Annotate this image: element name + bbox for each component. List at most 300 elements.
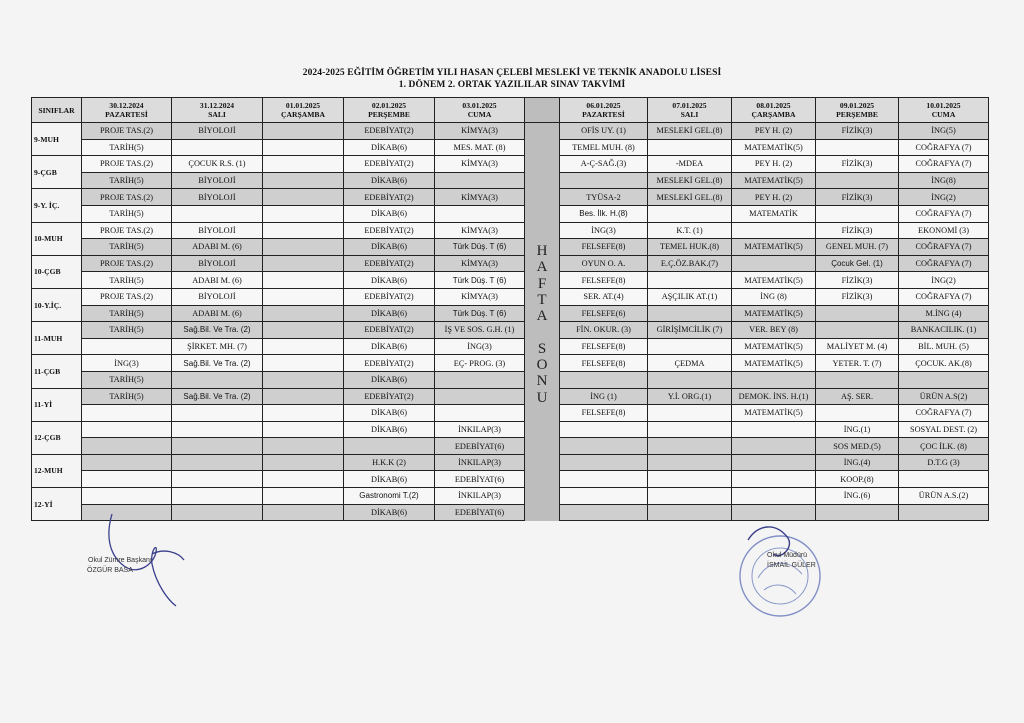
exam-cell: Çocuk Gel. (1): [816, 255, 899, 272]
exam-cell: [82, 488, 172, 505]
week-end-label: [525, 243, 559, 406]
exam-cell: Sağ.Bil. Ve Tra. (2): [172, 388, 263, 405]
exam-cell: MATEMATİK(5): [732, 338, 816, 355]
separator-letter: A: [536, 308, 548, 325]
exam-cell: [263, 438, 344, 455]
exam-cell: BİYOLOJİ: [172, 255, 263, 272]
exam-cell: [263, 338, 344, 355]
day-name: PERŞEMBE: [368, 110, 410, 119]
exam-cell: [732, 255, 816, 272]
exam-cell: İNKILAP(3): [435, 421, 525, 438]
exam-cell: [263, 272, 344, 289]
exam-cell: [435, 371, 525, 388]
exam-cell: [560, 438, 648, 455]
day-name: ÇARŞAMBA: [281, 110, 325, 119]
exam-cell: [172, 205, 263, 222]
day-date: 09.01.2025: [839, 101, 875, 110]
exam-cell: [899, 471, 989, 488]
exam-schedule-table: [31, 97, 989, 521]
header-separator: [525, 98, 560, 123]
exam-cell: [732, 454, 816, 471]
class-name-cell: 10-ÇGB: [32, 255, 82, 288]
exam-cell: [899, 371, 989, 388]
exam-cell: [82, 421, 172, 438]
exam-cell: COĞRAFYA (7): [899, 156, 989, 173]
exam-cell: DİKAB(6): [344, 338, 435, 355]
table-row: [32, 371, 989, 388]
exam-cell: İNG(3): [435, 338, 525, 355]
right-signature-role: Okul Müdürü: [767, 552, 808, 559]
exam-cell: ÇOCUK R.S. (1): [172, 156, 263, 173]
exam-cell: [263, 471, 344, 488]
exam-cell: EDEBİYAT(2): [344, 156, 435, 173]
exam-cell: M.İNG (4): [899, 305, 989, 322]
exam-cell: [648, 405, 732, 422]
exam-cell: ADABI M. (6): [172, 239, 263, 256]
exam-cell: PEY H. (2): [732, 123, 816, 140]
exam-cell: [816, 305, 899, 322]
exam-cell: İNG.(4): [816, 454, 899, 471]
exam-cell: EDEBİYAT(2): [344, 355, 435, 372]
exam-cell: İNG(5): [899, 123, 989, 140]
exam-cell: TARİH(5): [82, 371, 172, 388]
exam-cell: DİKAB(6): [344, 405, 435, 422]
exam-cell: [172, 488, 263, 505]
exam-cell: [344, 438, 435, 455]
exam-cell: MATEMATİK(5): [732, 305, 816, 322]
exam-cell: E.Ç.ÖZ.BAK.(7): [648, 255, 732, 272]
day-name: ÇARŞAMBA: [751, 110, 796, 119]
exam-cell: BİYOLOJİ: [172, 172, 263, 189]
exam-cell: MATEMATİK(5): [732, 139, 816, 156]
exam-cell: TARİH(5): [82, 305, 172, 322]
class-name-cell: 12-ÇGB: [32, 421, 82, 454]
exam-cell: İNG(8): [899, 172, 989, 189]
class-name-cell: 9-MUH: [32, 123, 82, 156]
exam-cell: [648, 504, 732, 521]
day-name: PERŞEMBE: [836, 110, 878, 119]
exam-cell: COĞRAFYA (7): [899, 405, 989, 422]
exam-cell: A-Ç-SAĞ.(3): [560, 156, 648, 173]
exam-cell: TEMEL HUK.(8): [648, 239, 732, 256]
exam-cell: [172, 421, 263, 438]
exam-cell: [648, 139, 732, 156]
exam-cell: ŞİRKET. MH. (7): [172, 338, 263, 355]
exam-cell: PROJE TAS.(2): [82, 222, 172, 239]
exam-cell: [648, 471, 732, 488]
exam-cell: İNKILAP(3): [435, 454, 525, 471]
exam-cell: [816, 405, 899, 422]
exam-cell: [732, 471, 816, 488]
separator-letter: A: [536, 259, 548, 276]
exam-cell: BİYOLOJİ: [172, 123, 263, 140]
exam-cell: DİKAB(6): [344, 504, 435, 521]
exam-cell: PEY H. (2): [732, 156, 816, 173]
header-day: [732, 98, 816, 123]
exam-cell: EDEBİYAT(2): [344, 189, 435, 206]
exam-cell: FİZİK(3): [816, 123, 899, 140]
class-name-cell: 10-MUH: [32, 222, 82, 255]
header-day: [263, 98, 344, 123]
exam-cell: TEMEL MUH. (8): [560, 139, 648, 156]
exam-cell: İNG (8): [732, 288, 816, 305]
exam-cell: [263, 288, 344, 305]
separator-letter: U: [536, 389, 548, 406]
separator-letter: F: [537, 275, 547, 292]
table-row: [32, 421, 989, 438]
exam-cell: İNG(3): [560, 222, 648, 239]
exam-cell: [263, 322, 344, 339]
exam-cell: TARİH(5): [82, 272, 172, 289]
exam-cell: [648, 338, 732, 355]
exam-cell: TARİH(5): [82, 205, 172, 222]
day-name: CUMA: [931, 110, 956, 119]
exam-cell: [263, 454, 344, 471]
separator-letter: [525, 324, 559, 340]
exam-cell: [816, 205, 899, 222]
separator-letter: S: [537, 340, 547, 357]
exam-cell: İNG(3): [82, 355, 172, 372]
exam-cell: [732, 371, 816, 388]
class-name-cell: 12-MUH: [32, 454, 82, 487]
exam-cell: [899, 504, 989, 521]
header-day: [899, 98, 989, 123]
exam-cell: FİZİK(3): [816, 189, 899, 206]
table-row: [32, 338, 989, 355]
exam-cell: MATEMATİK(5): [732, 355, 816, 372]
left-signature-role: Okul Zümre Başkanı: [88, 557, 152, 564]
exam-cell: Sağ.Bil. Ve Tra. (2): [172, 322, 263, 339]
exam-cell: FELSEFE(8): [560, 338, 648, 355]
exam-cell: [732, 421, 816, 438]
exam-cell: [82, 438, 172, 455]
header-day: [344, 98, 435, 123]
header-day: [82, 98, 172, 123]
exam-cell: İNG.(6): [816, 488, 899, 505]
exam-cell: KİMYA(3): [435, 156, 525, 173]
exam-cell: İNG (1): [560, 388, 648, 405]
exam-cell: ÇOC İLK. (8): [899, 438, 989, 455]
exam-cell: [263, 371, 344, 388]
exam-cell: H.K.K (2): [344, 454, 435, 471]
table-row: [32, 438, 989, 455]
exam-cell: [263, 239, 344, 256]
exam-cell: [435, 405, 525, 422]
day-name: CUMA: [467, 110, 492, 119]
exam-cell: [82, 405, 172, 422]
exam-cell: TARİH(5): [82, 172, 172, 189]
exam-cell: BİL. MUH. (5): [899, 338, 989, 355]
exam-cell: GİRİŞİMCİLİK (7): [648, 322, 732, 339]
day-date: 01.01.2025: [285, 101, 321, 110]
exam-cell: COĞRAFYA (7): [899, 288, 989, 305]
exam-cell: [172, 405, 263, 422]
exam-cell: [263, 388, 344, 405]
exam-cell: PROJE TAS.(2): [82, 288, 172, 305]
exam-cell: [82, 471, 172, 488]
exam-cell: [263, 405, 344, 422]
exam-cell: [263, 504, 344, 521]
table-row: [32, 388, 989, 405]
day-name: SALI: [680, 110, 699, 119]
class-name-cell: 9-ÇGB: [32, 156, 82, 189]
exam-cell: İNG(2): [899, 189, 989, 206]
exam-cell: EÇ- PROG. (3): [435, 355, 525, 372]
class-name-cell: 12-Yİ: [32, 488, 82, 521]
exam-cell: Sağ.Bil. Ve Tra. (2): [172, 355, 263, 372]
exam-cell: [816, 504, 899, 521]
exam-cell: [732, 222, 816, 239]
exam-cell: [648, 438, 732, 455]
exam-cell: Gastronomi T.(2): [344, 488, 435, 505]
exam-cell: DİKAB(6): [344, 305, 435, 322]
exam-cell: EDEBİYAT(2): [344, 255, 435, 272]
separator-letter: O: [536, 357, 548, 374]
exam-cell: BİYOLOJİ: [172, 288, 263, 305]
day-date: 31.12.2024: [199, 101, 235, 110]
exam-cell: COĞRAFYA (7): [899, 205, 989, 222]
exam-cell: [732, 438, 816, 455]
exam-cell: [263, 156, 344, 173]
day-date: 06.01.2025: [586, 101, 621, 110]
exam-cell: Türk Düş. T (6): [435, 272, 525, 289]
exam-cell: D.T.G (3): [899, 454, 989, 471]
exam-cell: [560, 421, 648, 438]
exam-cell: [82, 454, 172, 471]
exam-cell: [172, 371, 263, 388]
exam-cell: TARİH(5): [82, 239, 172, 256]
exam-cell: MESLEKİ GEL.(8): [648, 123, 732, 140]
exam-cell: FELSEFE(8): [560, 355, 648, 372]
table-row: [32, 255, 989, 272]
exam-cell: FİZİK(3): [816, 156, 899, 173]
exam-cell: AŞ. SER.: [816, 388, 899, 405]
exam-cell: [648, 454, 732, 471]
exam-cell: MATEMATİK(5): [732, 172, 816, 189]
exam-cell: ADABI M. (6): [172, 305, 263, 322]
table-header-row: [32, 98, 989, 123]
exam-cell: Bes. İlk. H.(8): [560, 205, 648, 222]
exam-cell: EDEBİYAT(2): [344, 288, 435, 305]
exam-cell: COĞRAFYA (7): [899, 255, 989, 272]
separator-letter: H: [536, 243, 548, 259]
exam-cell: FELSEFE(8): [560, 272, 648, 289]
exam-cell: İŞ VE SOS. G.H. (1): [435, 322, 525, 339]
exam-cell: MATEMATİK: [732, 205, 816, 222]
table-row: [32, 189, 989, 206]
table-row: [32, 305, 989, 322]
class-name-cell: 10-Y.İÇ.: [32, 288, 82, 321]
header-day: [648, 98, 732, 123]
exam-cell: [263, 255, 344, 272]
table-row: [32, 488, 989, 505]
exam-cell: COĞRAFYA (7): [899, 139, 989, 156]
exam-cell: ÜRÜN A.S.(2): [899, 488, 989, 505]
day-date: 10.01.2025: [926, 101, 961, 110]
exam-cell: ADABI M. (6): [172, 272, 263, 289]
table-row: [32, 405, 989, 422]
exam-cell: [560, 504, 648, 521]
day-date: 07.01.2025: [672, 101, 707, 110]
header-day: [560, 98, 648, 123]
exam-cell: [263, 205, 344, 222]
exam-cell: [816, 371, 899, 388]
exam-cell: [560, 371, 648, 388]
exam-cell: DEMOK. İNS. H.(1): [732, 388, 816, 405]
document-title: 2024-2025 EĞİTİM ÖĞRETİM YILI HASAN ÇELEBİ MESLEKİ VE TEKNİK ANADOLU LİSESİ: [302, 68, 722, 78]
exam-cell: [732, 504, 816, 521]
exam-cell: [435, 172, 525, 189]
class-name-cell: 11-Yİ: [32, 388, 82, 421]
exam-cell: EDEBİYAT(6): [435, 471, 525, 488]
header-day: [435, 98, 525, 123]
table-row: [32, 454, 989, 471]
left-signature-scribble: [104, 504, 194, 608]
header-classes: SINIFLAR: [32, 98, 82, 123]
exam-cell: MATEMATİK(5): [732, 239, 816, 256]
exam-cell: [648, 305, 732, 322]
exam-cell: [263, 172, 344, 189]
exam-cell: TARİH(5): [82, 322, 172, 339]
document-subtitle: 1. DÖNEM 2. ORTAK YAZILILAR SINAV TAKVİMİ: [398, 80, 626, 90]
exam-cell: [648, 205, 732, 222]
exam-cell: İNG(2): [899, 272, 989, 289]
exam-cell: KOOP.(8): [816, 471, 899, 488]
exam-cell: [263, 488, 344, 505]
class-name-cell: 11-MUH: [32, 322, 82, 355]
exam-cell: MES. MAT. (8): [435, 139, 525, 156]
exam-cell: SOSYAL DEST. (2): [899, 421, 989, 438]
exam-cell: SOS MED.(5): [816, 438, 899, 455]
exam-cell: Türk Düş. T (6): [435, 305, 525, 322]
exam-cell: K.T. (1): [648, 222, 732, 239]
exam-cell: EDEBİYAT(6): [435, 504, 525, 521]
exam-cell: [435, 205, 525, 222]
exam-cell: BİYOLOJİ: [172, 189, 263, 206]
exam-cell: FİZİK(3): [816, 222, 899, 239]
day-name: PAZARTESİ: [105, 110, 148, 119]
exam-cell: FELSEFE(8): [560, 405, 648, 422]
exam-cell: [172, 438, 263, 455]
exam-cell: MESLEKİ GEL.(8): [648, 189, 732, 206]
class-name-cell: 9-Y. İÇ.: [32, 189, 82, 222]
exam-cell: [560, 471, 648, 488]
exam-cell: AŞÇILIK AT.(1): [648, 288, 732, 305]
exam-cell: VER. BEY (8): [732, 322, 816, 339]
table-row: [32, 272, 989, 289]
exam-cell: ÇEDMA: [648, 355, 732, 372]
exam-cell: DİKAB(6): [344, 205, 435, 222]
exam-cell: İNG.(1): [816, 421, 899, 438]
exam-cell: [816, 172, 899, 189]
exam-cell: [560, 454, 648, 471]
exam-cell: KİMYA(3): [435, 255, 525, 272]
exam-cell: OFİS UY. (1): [560, 123, 648, 140]
exam-cell: [816, 139, 899, 156]
exam-cell: [732, 488, 816, 505]
table-row: [32, 322, 989, 339]
header-day: [172, 98, 263, 123]
exam-cell: YETER. T. (7): [816, 355, 899, 372]
exam-cell: ÇOCUK. AK.(8): [899, 355, 989, 372]
week-end-separator: [525, 123, 560, 521]
exam-cell: [560, 488, 648, 505]
exam-cell: Türk Düş. T (6): [435, 239, 525, 256]
exam-cell: DİKAB(6): [344, 272, 435, 289]
table-row: [32, 222, 989, 239]
exam-cell: PROJE TAS.(2): [82, 156, 172, 173]
table-row: [32, 205, 989, 222]
exam-cell: DİKAB(6): [344, 371, 435, 388]
exam-cell: BİYOLOJİ: [172, 222, 263, 239]
exam-cell: [816, 322, 899, 339]
exam-cell: [648, 421, 732, 438]
exam-cell: KİMYA(3): [435, 123, 525, 140]
right-signature-name: İSMAİL GÜLER: [767, 562, 816, 569]
exam-cell: [172, 471, 263, 488]
day-date: 03.01.2025: [462, 101, 497, 110]
exam-cell: FİZİK(3): [816, 288, 899, 305]
exam-cell: PEY H. (2): [732, 189, 816, 206]
exam-cell: EDEBİYAT(2): [344, 322, 435, 339]
table-row: [32, 156, 989, 173]
exam-cell: MESLEKİ GEL.(8): [648, 172, 732, 189]
exam-cell: -MDEA: [648, 156, 732, 173]
exam-cell: MATEMATİK(5): [732, 272, 816, 289]
exam-cell: EDEBİYAT(2): [344, 123, 435, 140]
exam-cell: [648, 272, 732, 289]
header-day: [816, 98, 899, 123]
exam-cell: PROJE TAS.(2): [82, 189, 172, 206]
exam-cell: DİKAB(6): [344, 139, 435, 156]
exam-cell: BANKACILIK. (1): [899, 322, 989, 339]
exam-cell: DİKAB(6): [344, 172, 435, 189]
exam-cell: DİKAB(6): [344, 471, 435, 488]
exam-cell: TYÜSA-2: [560, 189, 648, 206]
table-row: [32, 471, 989, 488]
exam-cell: [263, 355, 344, 372]
exam-cell: SER. AT.(4): [560, 288, 648, 305]
official-stamp: [718, 520, 848, 620]
exam-cell: MATEMATİK(5): [732, 405, 816, 422]
exam-cell: FİN. OKUR. (3): [560, 322, 648, 339]
exam-cell: EDEBİYAT(2): [344, 222, 435, 239]
exam-cell: KİMYA(3): [435, 288, 525, 305]
exam-cell: DİKAB(6): [344, 239, 435, 256]
separator-letter: T: [537, 291, 547, 308]
exam-cell: İNKILAP(3): [435, 488, 525, 505]
exam-cell: [82, 338, 172, 355]
table-row: [32, 288, 989, 305]
exam-cell: EDEBİYAT(6): [435, 438, 525, 455]
table-row: [32, 123, 989, 140]
table-row: [32, 172, 989, 189]
exam-cell: EKONOMİ (3): [899, 222, 989, 239]
exam-cell: [172, 139, 263, 156]
exam-cell: FİZİK(3): [816, 272, 899, 289]
exam-cell: KİMYA(3): [435, 189, 525, 206]
day-name: SALI: [208, 110, 226, 119]
exam-cell: [263, 123, 344, 140]
exam-cell: [263, 139, 344, 156]
day-date: 30.12.2024: [109, 101, 144, 110]
exam-cell: TARİH(5): [82, 388, 172, 405]
day-date: 02.01.2025: [371, 101, 407, 110]
exam-cell: PROJE TAS.(2): [82, 255, 172, 272]
class-name-cell: 11-ÇGB: [32, 355, 82, 388]
exam-cell: EDEBİYAT(2): [344, 388, 435, 405]
exam-cell: ÜRÜN A.S(2): [899, 388, 989, 405]
